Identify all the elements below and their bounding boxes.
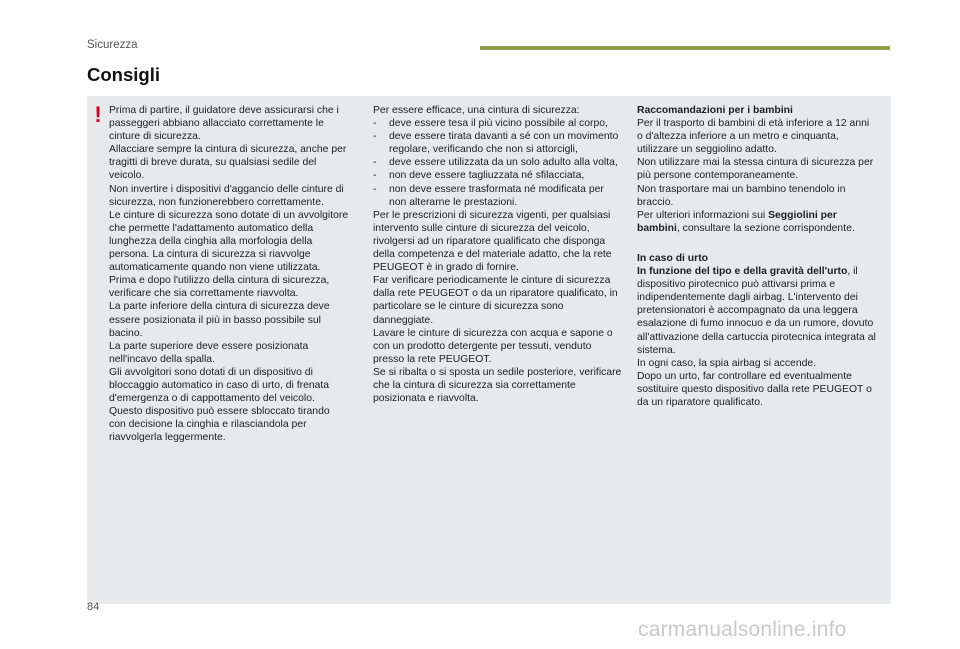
list-item xyxy=(373,117,623,130)
paragraph: Per le prescrizioni di sicurezza vigenti, per qualsiasi intervento sulle cinture di sicurezza del veicolo, rivolgersi ad un riparatore qualificato che disponga della competenza e del materiale adatto, che la rete PEUGEOT è in grado di fornire. xyxy=(373,209,612,274)
list-item xyxy=(373,169,623,182)
list-item xyxy=(373,183,623,209)
paragraph: Allacciare sempre la cintura di sicurezza, anche per tragitti di breve durata, su qualsiasi sedile del veicolo. xyxy=(109,144,347,182)
paragraph: Le cinture di sicurezza sono dotate di un avvolgitore che permette l'adattamento automatico della lunghezza della cinghia alla morfologia della persona. La cintura di sicurezza si riavvolge automaticamente quando non viene utilizzata. xyxy=(109,209,349,274)
section-title: Sicurezza xyxy=(87,39,138,51)
more-info-link-text: Seggiolini per bambini xyxy=(637,209,837,234)
paragraph: Far verificare periodicamente le cinture di sicurezza dalla rete PEUGEOT o da un riparatore qualificato, in particolare se le cinture di sicurezza sono danneggiate. xyxy=(373,275,618,326)
more-info-paragraph xyxy=(637,209,877,235)
paragraph: Gli avvolgitori sono dotati di un dispositivo di bloccaggio automatico in caso di urto, di frenata d'emergenza o di cappottamento del veicolo. Questo dispositivo può essere sbloccato tirando con decisione la cinghia e rilasciandola per riavvolgerla leggermente. xyxy=(109,366,330,444)
list-item xyxy=(373,156,623,169)
bullet-dash: - xyxy=(373,183,377,195)
bullet-text: deve essere tesa il più vicino possibile al corpo, xyxy=(389,118,608,130)
bullet-dash: - xyxy=(373,170,377,182)
paragraph: Per il trasporto di bambini di età inferiore a 12 anni o d'altezza inferiore a un metro e cinquanta, utilizzare un seggiolino adatto. xyxy=(637,118,870,156)
bullet-text: deve essere tirata davanti a sé con un movimento regolare, verificando che non si attorcigli, xyxy=(389,131,619,156)
bullet-dash: - xyxy=(373,157,377,169)
paragraph: Non trasportare mai un bambino tenendolo in braccio. xyxy=(637,183,846,208)
page-number: 84 xyxy=(87,601,100,613)
crash-heading-text: In caso di urto xyxy=(637,252,709,264)
paragraph: Non utilizzare mai la stessa cintura di sicurezza per più persone contemporaneamente. xyxy=(637,157,874,182)
paragraph: Prima e dopo l'utilizzo della cintura di sicurezza, verificare che sia correttamente riavvolta. xyxy=(109,275,330,300)
paragraph: Se si ribalta o si sposta un sedile posteriore, verificare che la cintura di sicurezza sia correttamente posizionata e riavvolta. xyxy=(373,366,622,405)
bullet-intro: Per essere efficace, una cintura di sicurezza: xyxy=(373,105,580,116)
column-right xyxy=(637,104,877,409)
paragraph: La parte inferiore della cintura di sicurezza deve essere posizionata il più in basso possibile sul bacino. xyxy=(109,301,330,339)
section-rule xyxy=(480,46,890,50)
crash-subheading: In funzione del tipo e della gravità dell'urto xyxy=(637,266,848,278)
paragraph: Dopo un urto, far controllare ed eventualmente sostituire questo dispositivo dalla rete PEUGEOT o da un riparatore qualificato. xyxy=(637,370,872,408)
warning-exclamation-icon: ! xyxy=(94,102,102,127)
list-item xyxy=(373,130,623,156)
crash-intro-text: , il dispositivo pirotecnico può attivarsi prima e indipendentemente dagli airbag. L'intervento dei pretensionatori è accompagnato da una leggera esalazione di fumo innocuo e da un rumore, dovuto all'attivazione della cartuccia pirotecnica integrata al sistema. xyxy=(637,266,876,356)
bullet-dash: - xyxy=(373,118,377,130)
crash-intro xyxy=(637,265,877,357)
paragraph: Prima di partire, il guidatore deve assicurarsi che i passeggeri abbiano allacciato correttamente le cinture di sicurezza. xyxy=(109,105,339,143)
bullet-dash: - xyxy=(373,131,377,143)
paragraph: Non invertire i dispositivi d'aggancio delle cinture di sicurezza, non funzionerebbero correttamente. xyxy=(109,183,344,208)
crash-heading xyxy=(637,252,877,265)
paragraph: Lavare le cinture di sicurezza con acqua e sapone o con un prodotto detergente per tessuti, venduto presso la rete PEUGEOT. xyxy=(373,327,613,365)
paragraph: La parte superiore deve essere posizionata nell'incavo della spalla. xyxy=(109,340,309,365)
bullet-text: non deve essere tagliuzzata né sfilacciata, xyxy=(389,170,585,182)
more-info-prefix: Per ulteriori informazioni sui xyxy=(637,209,769,221)
watermark: carmanualsonline.info xyxy=(638,618,847,641)
page-heading: Consigli xyxy=(87,64,160,85)
bullet-text: non deve essere trasformata né modificata per non alterarne le prestazioni. xyxy=(389,183,604,208)
column-middle xyxy=(373,104,623,405)
more-info-suffix: , consultare la sezione corrispondente. xyxy=(676,222,855,234)
children-heading-text: Raccomandazioni per i bambini xyxy=(637,105,793,116)
column-left xyxy=(109,104,349,444)
bullet-text: deve essere utilizzata da un solo adulto alla volta, xyxy=(389,157,618,169)
paragraph: In ogni caso, la spia airbag si accende. xyxy=(637,357,817,369)
children-heading xyxy=(637,104,877,117)
